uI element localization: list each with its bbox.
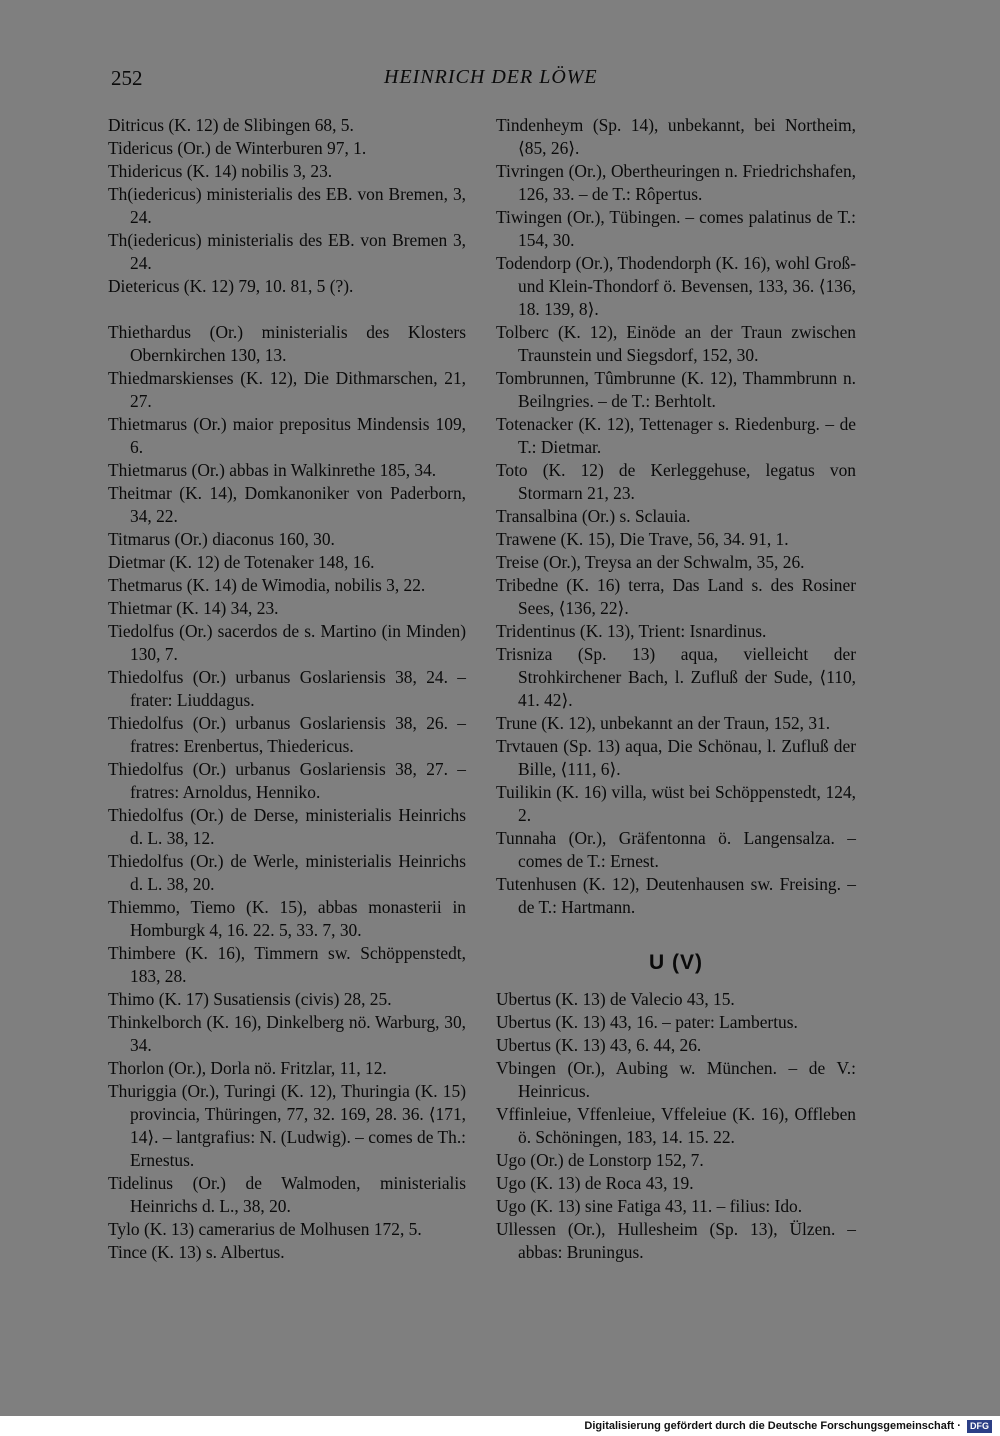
index-entry: Ugo (K. 13) sine Fatiga 43, 11. – filius: Ido. xyxy=(496,1196,803,1216)
index-entry: Ubertus (K. 13) 43, 6. 44, 26. xyxy=(496,1035,702,1055)
index-entry: Tiwingen (Or.), Tübingen. – comes palatinus de T.: 154, 30. xyxy=(496,207,856,250)
index-entry: Ugo (Or.) de Lonstorp 152, 7. xyxy=(496,1150,704,1170)
index-entry: Th(iedericus) ministerialis des EB. von Bremen, 3, 24. xyxy=(108,184,466,227)
index-entry: Tribedne (K. 16) terra, Das Land s. des Rosiner Sees, ⟨136, 22⟩. xyxy=(496,575,856,618)
index-entry: Thetmarus (K. 14) de Wimodia, nobilis 3, 22. xyxy=(108,575,426,595)
index-entry: Thidericus (K. 14) nobilis 3, 23. xyxy=(108,161,333,181)
left-column xyxy=(108,114,466,1264)
index-entry: Tindenheym (Sp. 14), unbekannt, bei Northeim, ⟨85, 26⟩. xyxy=(496,115,856,158)
right-column-entries xyxy=(496,114,856,919)
index-entry: Tombrunnen, Tûmbrunne (K. 12), Thammbrunn n. Beilngries. – de T.: Berhtolt. xyxy=(496,368,856,411)
index-entry: Ditricus (K. 12) de Slibingen 68, 5. xyxy=(108,115,354,135)
index-entry: Tiedolfus (Or.) sacerdos de s. Martino (in Minden) 130, 7. xyxy=(108,621,466,664)
index-entry: Th(iedericus) ministerialis des EB. von Bremen 3, 24. xyxy=(108,230,466,273)
index-entry: Dietericus (K. 12) 79, 10. 81, 5 (?). xyxy=(108,276,354,296)
index-entry: Tridentinus (K. 13), Trient: Isnardinus. xyxy=(496,621,767,641)
index-entry: Thietmarus (Or.) maior prepositus Mindensis 109, 6. xyxy=(108,414,466,457)
page-number: 252 xyxy=(111,66,143,90)
index-entry: Tunnaha (Or.), Gräfentonna ö. Langensalza. – comes de T.: Ernest. xyxy=(496,828,856,871)
index-entry: Thiemmo, Tiemo (K. 15), abbas monasterii in Homburgk 4, 16. 22. 5, 33. 7, 30. xyxy=(108,897,466,940)
index-entry: Tuilikin (K. 16) villa, wüst bei Schöppenstedt, 124, 2. xyxy=(496,782,856,825)
index-entry: Thiedolfus (Or.) urbanus Goslariensis 38, 26. – fratres: Erenbertus, Thiedericus. xyxy=(108,713,466,756)
index-entry: Tince (K. 13) s. Albertus. xyxy=(108,1242,285,1262)
index-entry: Thiethardus (Or.) ministerialis des Klosters Obernkirchen 130, 13. xyxy=(108,322,466,365)
index-entry: Thiedolfus (Or.) urbanus Goslariensis 38, 27. – fratres: Arnoldus, Henniko. xyxy=(108,759,466,802)
index-entry: Thiedolfus (Or.) urbanus Goslariensis 38, 24. – frater: Liuddagus. xyxy=(108,667,466,710)
index-entry: Todendorp (Or.), Thodendorph (K. 16), wohl Groß- und Klein-Thondorf ö. Bevensen, 133, 36. ⟨136, 18. 139, 8⟩. xyxy=(496,253,856,319)
index-entry: Tutenhusen (K. 12), Deutenhausen sw. Freising. – de T.: Hartmann. xyxy=(496,874,856,917)
index-entry: Trvtauen (Sp. 13) aqua, Die Schönau, l. Zufluß der Bille, ⟨111, 6⟩. xyxy=(496,736,856,779)
index-entry: Dietmar (K. 12) de Totenaker 148, 16. xyxy=(108,552,375,572)
index-entry: Theitmar (K. 14), Domkanoniker von Paderborn, 34, 22. xyxy=(108,483,466,526)
index-entry: Toto (K. 12) de Kerleggehuse, legatus von Stormarn 21, 23. xyxy=(496,460,856,503)
index-entry: Tylo (K. 13) camerarius de Molhusen 172, 5. xyxy=(108,1219,422,1239)
dfg-logo: DFG xyxy=(967,1420,992,1433)
section-u-entries xyxy=(496,988,856,1264)
index-entry: Thimo (K. 17) Susatiensis (civis) 28, 25. xyxy=(108,989,392,1009)
index-entry: Vbingen (Or.), Aubing w. München. – de V.: Heinricus. xyxy=(496,1058,856,1101)
index-entry: Vffinleiue, Vffenleiue, Vffeleiue (K. 16), Offleben ö. Schöningen, 183, 14. 15. 22. xyxy=(496,1104,856,1147)
index-entry: Thimbere (K. 16), Timmern sw. Schöppenstedt, 183, 28. xyxy=(108,943,466,986)
index-entry: Transalbina (Or.) s. Sclauia. xyxy=(496,506,691,526)
index-entry: Trisniza (Sp. 13) aqua, vielleicht der Strohkirchener Bach, l. Zufluß der Sude, ⟨110, 41. 42⟩. xyxy=(496,644,856,710)
index-entry: Titmarus (Or.) diaconus 160, 30. xyxy=(108,529,335,549)
footer-text: Digitalisierung gefördert durch die Deutsche Forschungsgemeinschaft xyxy=(584,1420,955,1432)
index-entry: Thiedolfus (Or.) de Derse, ministerialis Heinrichs d. L. 38, 12. xyxy=(108,805,466,848)
index-entry: Thiedolfus (Or.) de Werle, ministerialis Heinrichs d. L. 38, 20. xyxy=(108,851,466,894)
index-entry: Ubertus (K. 13) 43, 16. – pater: Lambertus. xyxy=(496,1012,798,1032)
index-entry: Trune (K. 12), unbekannt an der Traun, 152, 31. xyxy=(496,713,831,733)
footer-banner: Digitalisierung gefördert durch die Deutsche Forschungsgemeinschaft · DFG xyxy=(0,1416,1000,1436)
index-entry: Thietmarus (Or.) abbas in Walkinrethe 185, 34. xyxy=(108,460,437,480)
index-entry: Tidericus (Or.) de Winterburen 97, 1. xyxy=(108,138,367,158)
running-title: HEINRICH DER LÖWE xyxy=(384,66,598,88)
index-entry: Treise (Or.), Treysa an der Schwalm, 35, 26. xyxy=(496,552,805,572)
index-entry: Thietmar (K. 14) 34, 23. xyxy=(108,598,279,618)
index-entry: Ubertus (K. 13) de Valecio 43, 15. xyxy=(496,989,735,1009)
section-heading-u: U (V) xyxy=(649,951,703,974)
index-entry: Thorlon (Or.), Dorla nö. Fritzlar, 11, 12. xyxy=(108,1058,387,1078)
index-entry: Ullessen (Or.), Hullesheim (Sp. 13), Ülzen. – abbas: Bruningus. xyxy=(496,1219,856,1262)
index-entry: Trawene (K. 15), Die Trave, 56, 34. 91, 1. xyxy=(496,529,789,549)
index-entry: Ugo (K. 13) de Roca 43, 19. xyxy=(496,1173,694,1193)
index-entry: Thiedmarskienses (K. 12), Die Dithmarschen, 21, 27. xyxy=(108,368,466,411)
right-column xyxy=(496,114,856,1264)
index-entry: Tolberc (K. 12), Einöde an der Traun zwischen Traunstein und Siegsdorf, 152, 30. xyxy=(496,322,856,365)
index-entry: Tidelinus (Or.) de Walmoden, ministerialis Heinrichs d. L., 38, 20. xyxy=(108,1173,466,1216)
index-entry: Thinkelborch (K. 16), Dinkelberg nö. Warburg, 30, 34. xyxy=(108,1012,466,1055)
index-entry: Tivringen (Or.), Obertheuringen n. Friedrichshafen, 126, 33. – de T.: Rôpertus. xyxy=(496,161,856,204)
index-entry: Thuriggia (Or.), Turingi (K. 12), Thuringia (K. 15) provincia, Thüringen, 77, 32. 169, 28. 36. ⟨171, 14⟩. – lantgrafius: N. (Ludwig). – comes de Th.: Ernestus. xyxy=(108,1081,466,1170)
index-entry: Totenacker (K. 12), Tettenager s. Riedenburg. – de T.: Dietmar. xyxy=(496,414,856,457)
